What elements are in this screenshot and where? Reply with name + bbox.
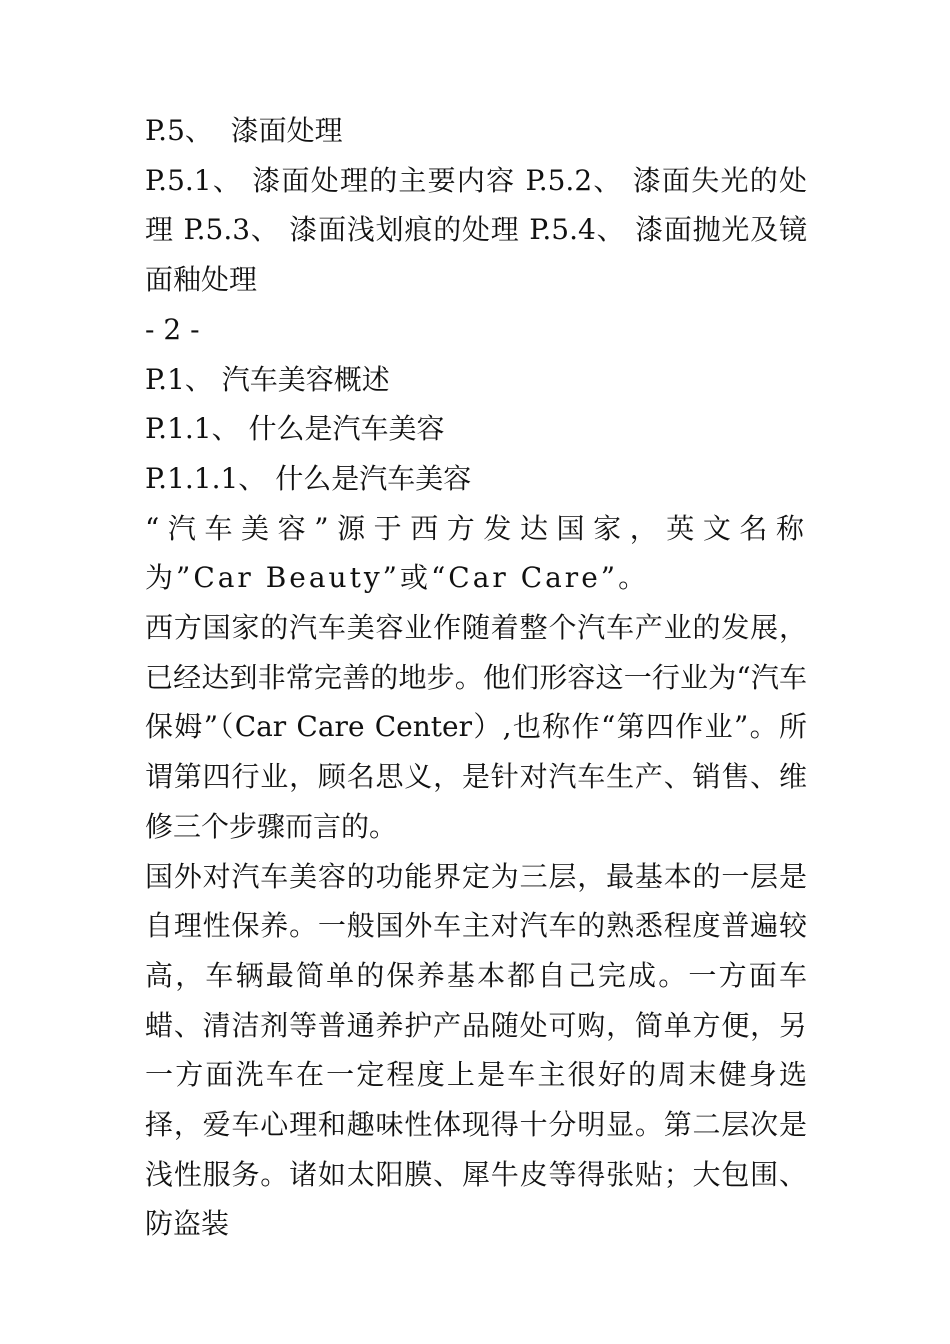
document-body [145,106,807,1249]
heading-p1-1: P.1.1、 什么是汽车美容 [145,412,445,446]
paragraph-origin: “汽车美容”源于西方发达国家，英文名称为”Car Beauty”或“Car Care”。 [145,511,807,595]
page-number: - 2 - [145,312,200,346]
paragraph-western-industry: 西方国家的汽车美容业作随着整个汽车产业的发展，已经达到非常完善的地步。他们形容这一行业为“汽车保姆”（Car Care Center）,也称作“第四作业”。所谓第四行业，顾名思义，是针对汽车生产、销售、维修三个步骤而言的。 [145,611,807,843]
paragraph-three-levels: 国外对汽车美容的功能界定为三层，最基本的一层是自理性保养。一般国外车主对汽车的熟悉程度普遍较高，车辆最简单的保养基本都自己完成。一方面车蜡、清洁剂等普通养护产品随处可购，简单方便，另一方面洗车在一定程度上是车主很好的周末健身选择，爱车心理和趣味性体现得十分明显。第二层次是浅性服务。诸如太阳膜、犀牛皮等得张贴；大包围、防盗装 [145,859,807,1241]
toc-entries-p5-sub: P.5.1、 漆面处理的主要内容 P.5.2、 漆面失光的处理 P.5.3、 漆面浅划痕的处理 P.5.4、 漆面抛光及镜面釉处理 [145,163,807,297]
heading-p1: P.1、 汽车美容概述 [145,362,390,396]
heading-p1-1-1: P.1.1.1、 什么是汽车美容 [145,461,472,495]
toc-entry-p5: P.5、 漆面处理 [145,114,343,147]
